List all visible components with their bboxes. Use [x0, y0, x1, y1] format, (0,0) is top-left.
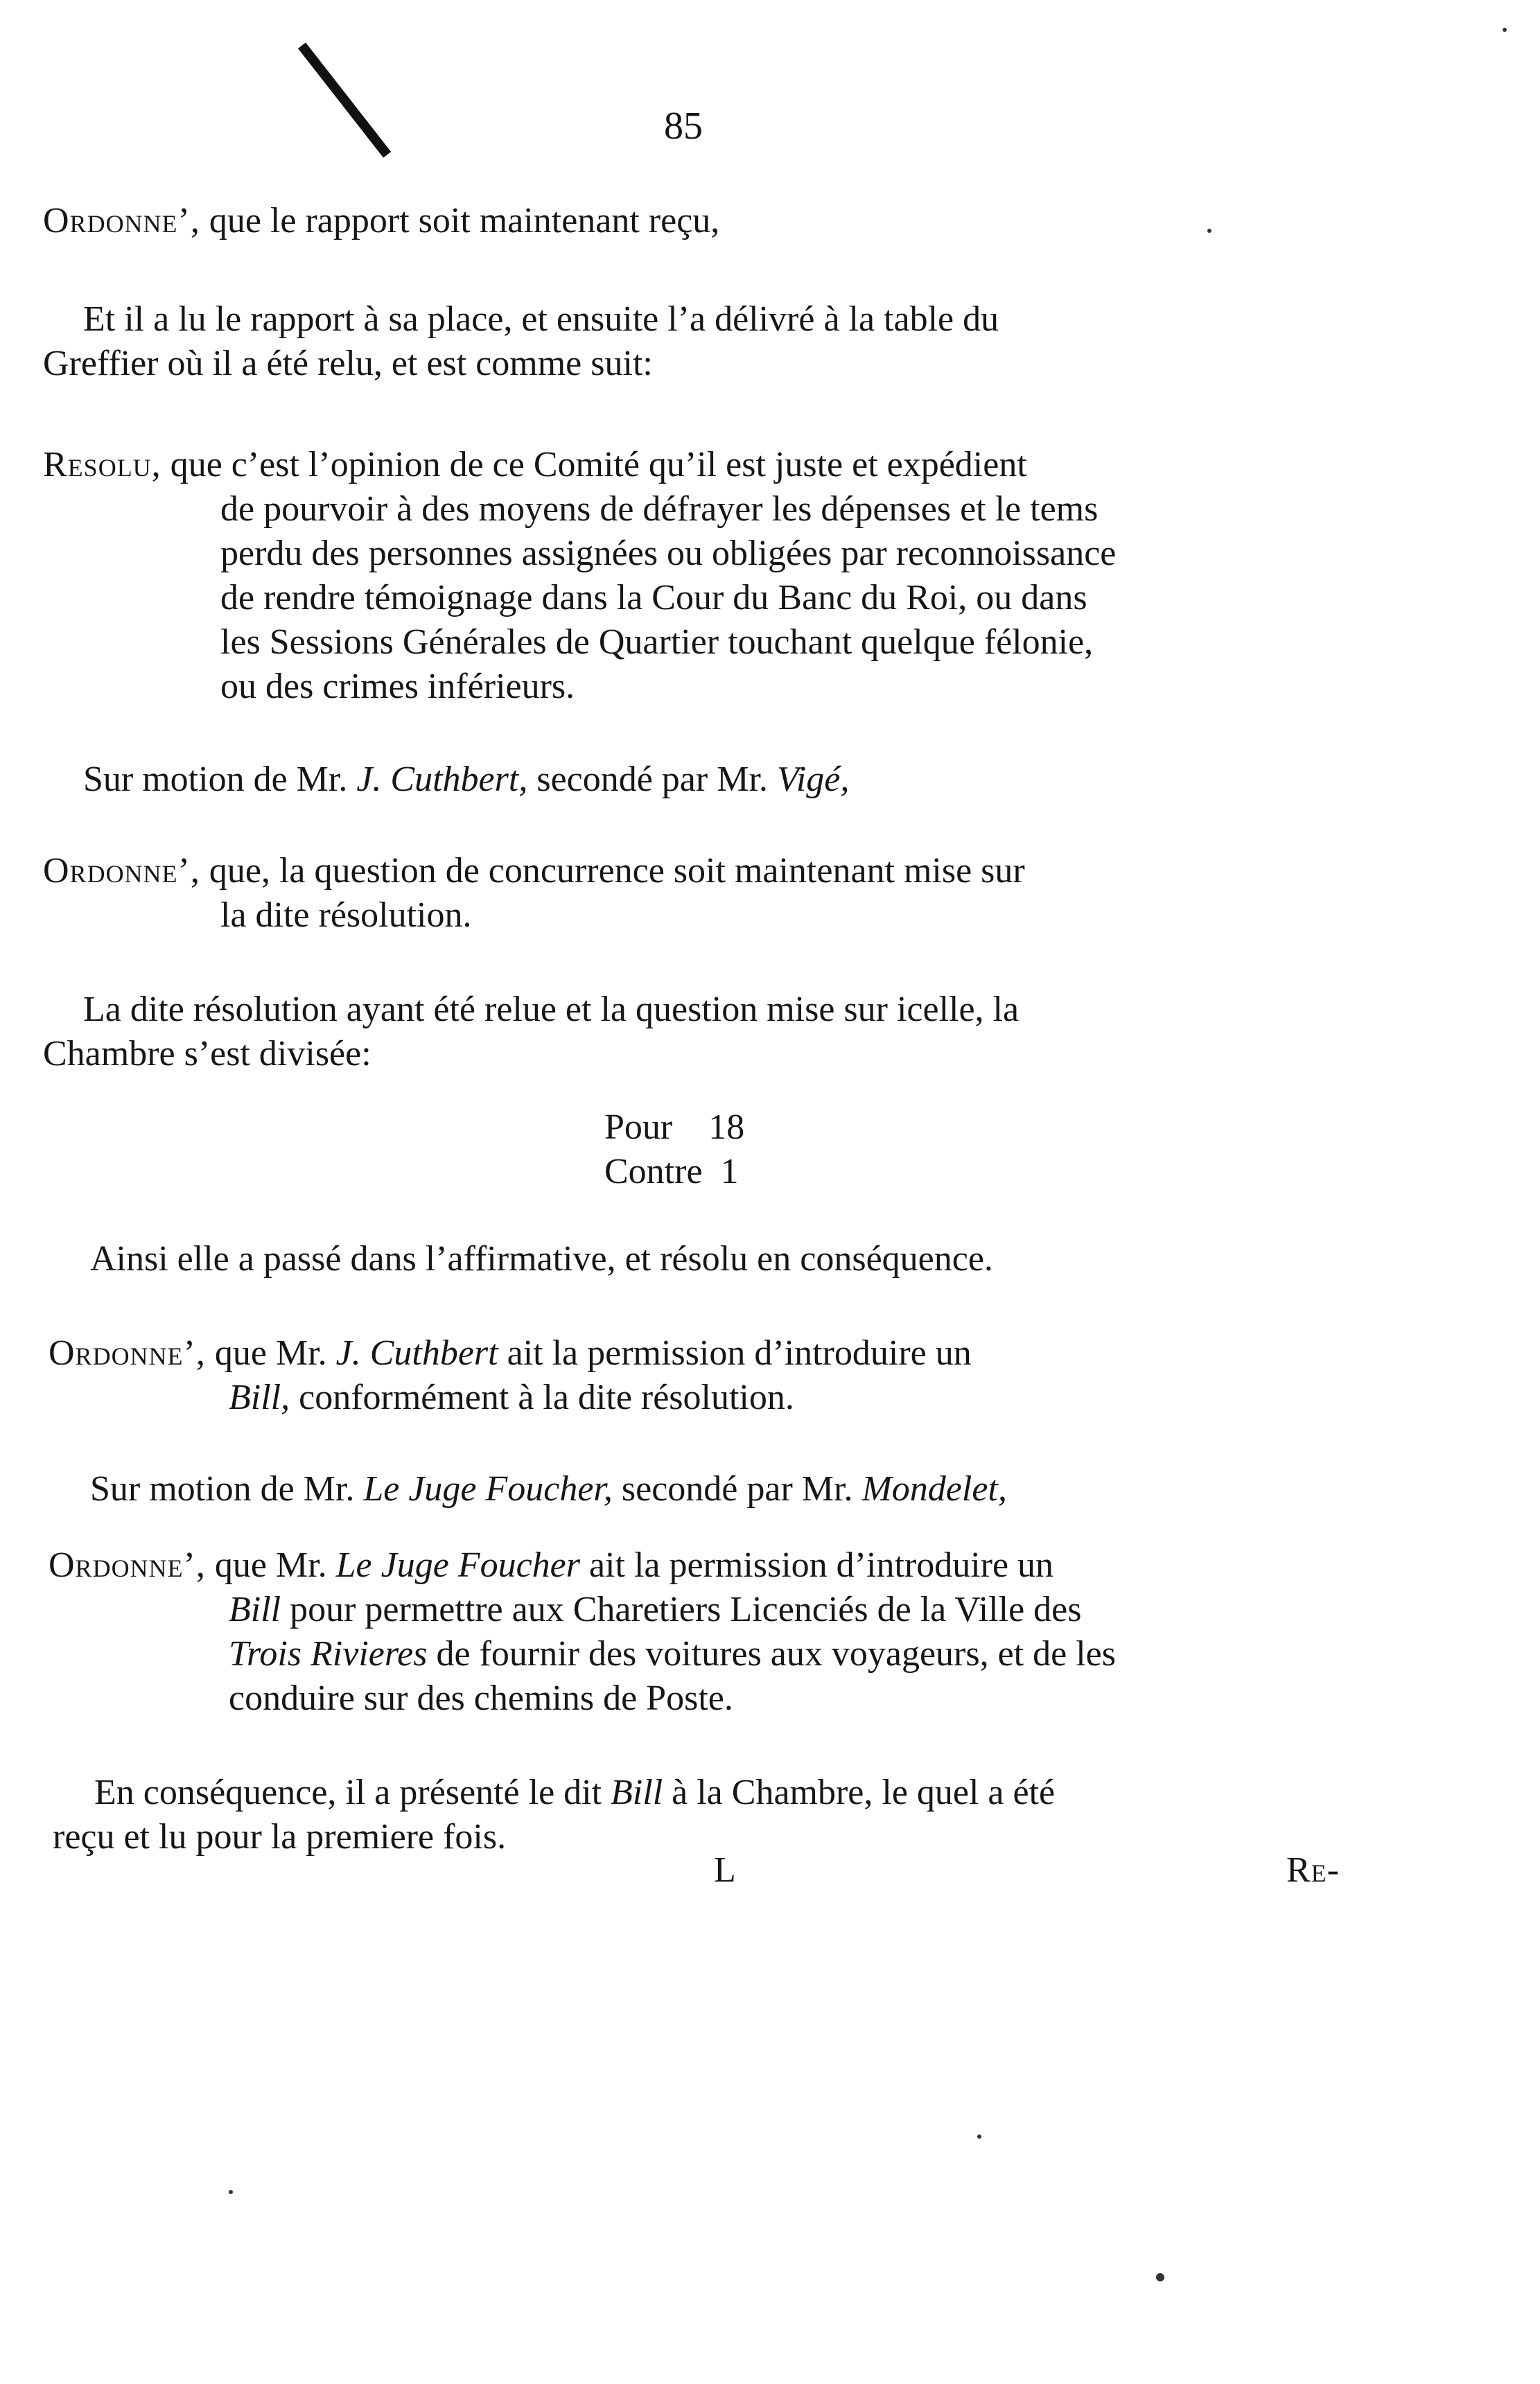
signature-mark: L — [714, 1850, 736, 1890]
ink-speck — [1156, 2273, 1164, 2281]
ordonne-line: Ordonne’, que, la question de concurrence soit maintenant mise sur — [43, 851, 1025, 891]
paragraph-line: conduire sur des chemins de Poste. — [229, 1679, 733, 1718]
ink-speck — [977, 2135, 981, 2139]
motion-line: Sur motion de Mr. Le Juge Foucher, secondé par Mr. Mondelet, — [90, 1469, 1007, 1509]
ink-speck — [1503, 28, 1507, 32]
ink-speck — [1207, 229, 1211, 233]
resolu-line: les Sessions Générales de Quartier touchant quelque félonie, — [220, 622, 1094, 662]
paragraph-line: Ainsi elle a passé dans l’affirmative, et résolu en conséquence. — [90, 1239, 993, 1279]
ink-speck — [229, 2190, 233, 2194]
paragraph-line: Et il a lu le rapport à sa place, et ensuite l’a délivré à la table du — [83, 299, 999, 339]
pen-mark — [298, 42, 391, 157]
vote-contre: Contre 1 — [604, 1152, 739, 1191]
motion-line: Sur motion de Mr. J. Cuthbert, secondé par Mr. Vigé, — [83, 760, 850, 799]
paragraph-line: Bill pour permettre aux Charetiers Licenciés de la Ville des — [229, 1590, 1082, 1629]
resolu-line: perdu des personnes assignées ou obligées par reconnoissance — [220, 534, 1117, 573]
resolu-line: de rendre témoignage dans la Cour du Banc du Roi, ou dans — [220, 578, 1087, 617]
ordonne-line: Ordonne’, que Mr. J. Cuthbert ait la permission d’introduire un — [49, 1333, 972, 1373]
paragraph-line: La dite résolution ayant été relue et la question mise sur icelle, la — [83, 990, 1020, 1029]
paragraph-line: la dite résolution. — [220, 895, 472, 935]
paragraph-line: Chambre s’est divisée: — [43, 1034, 371, 1073]
ordonne-line: Ordonne’, que Mr. Le Juge Foucher ait la permission d’introduire un — [49, 1545, 1054, 1585]
paragraph-line: reçu et lu pour la premiere fois. — [53, 1817, 507, 1857]
catchword: Re- — [1286, 1850, 1340, 1890]
paragraph-line: Trois Rivieres de fournir des voitures aux voyageurs, et de les — [229, 1634, 1116, 1674]
vote-pour: Pour 18 — [604, 1107, 745, 1147]
paragraph-line: Bill, conformément à la dite résolution. — [229, 1378, 794, 1417]
paragraph-line: Greffier où il a été relu, et est comme suit: — [43, 344, 653, 383]
resolu-line: de pourvoir à des moyens de défrayer les dépenses et le tems — [220, 489, 1099, 529]
resolu-line: ou des crimes inférieurs. — [220, 667, 575, 706]
page-number: 85 — [664, 105, 703, 148]
resolu-line-1: Resolu, que c’est l’opinion de ce Comité qu’il est juste et expédient — [43, 445, 1027, 484]
paragraph-line: En conséquence, il a présenté le dit Bill à la Chambre, le quel a été — [94, 1773, 1056, 1812]
ordonne-line-1: Ordonne’, que le rapport soit maintenant reçu, — [43, 201, 720, 240]
